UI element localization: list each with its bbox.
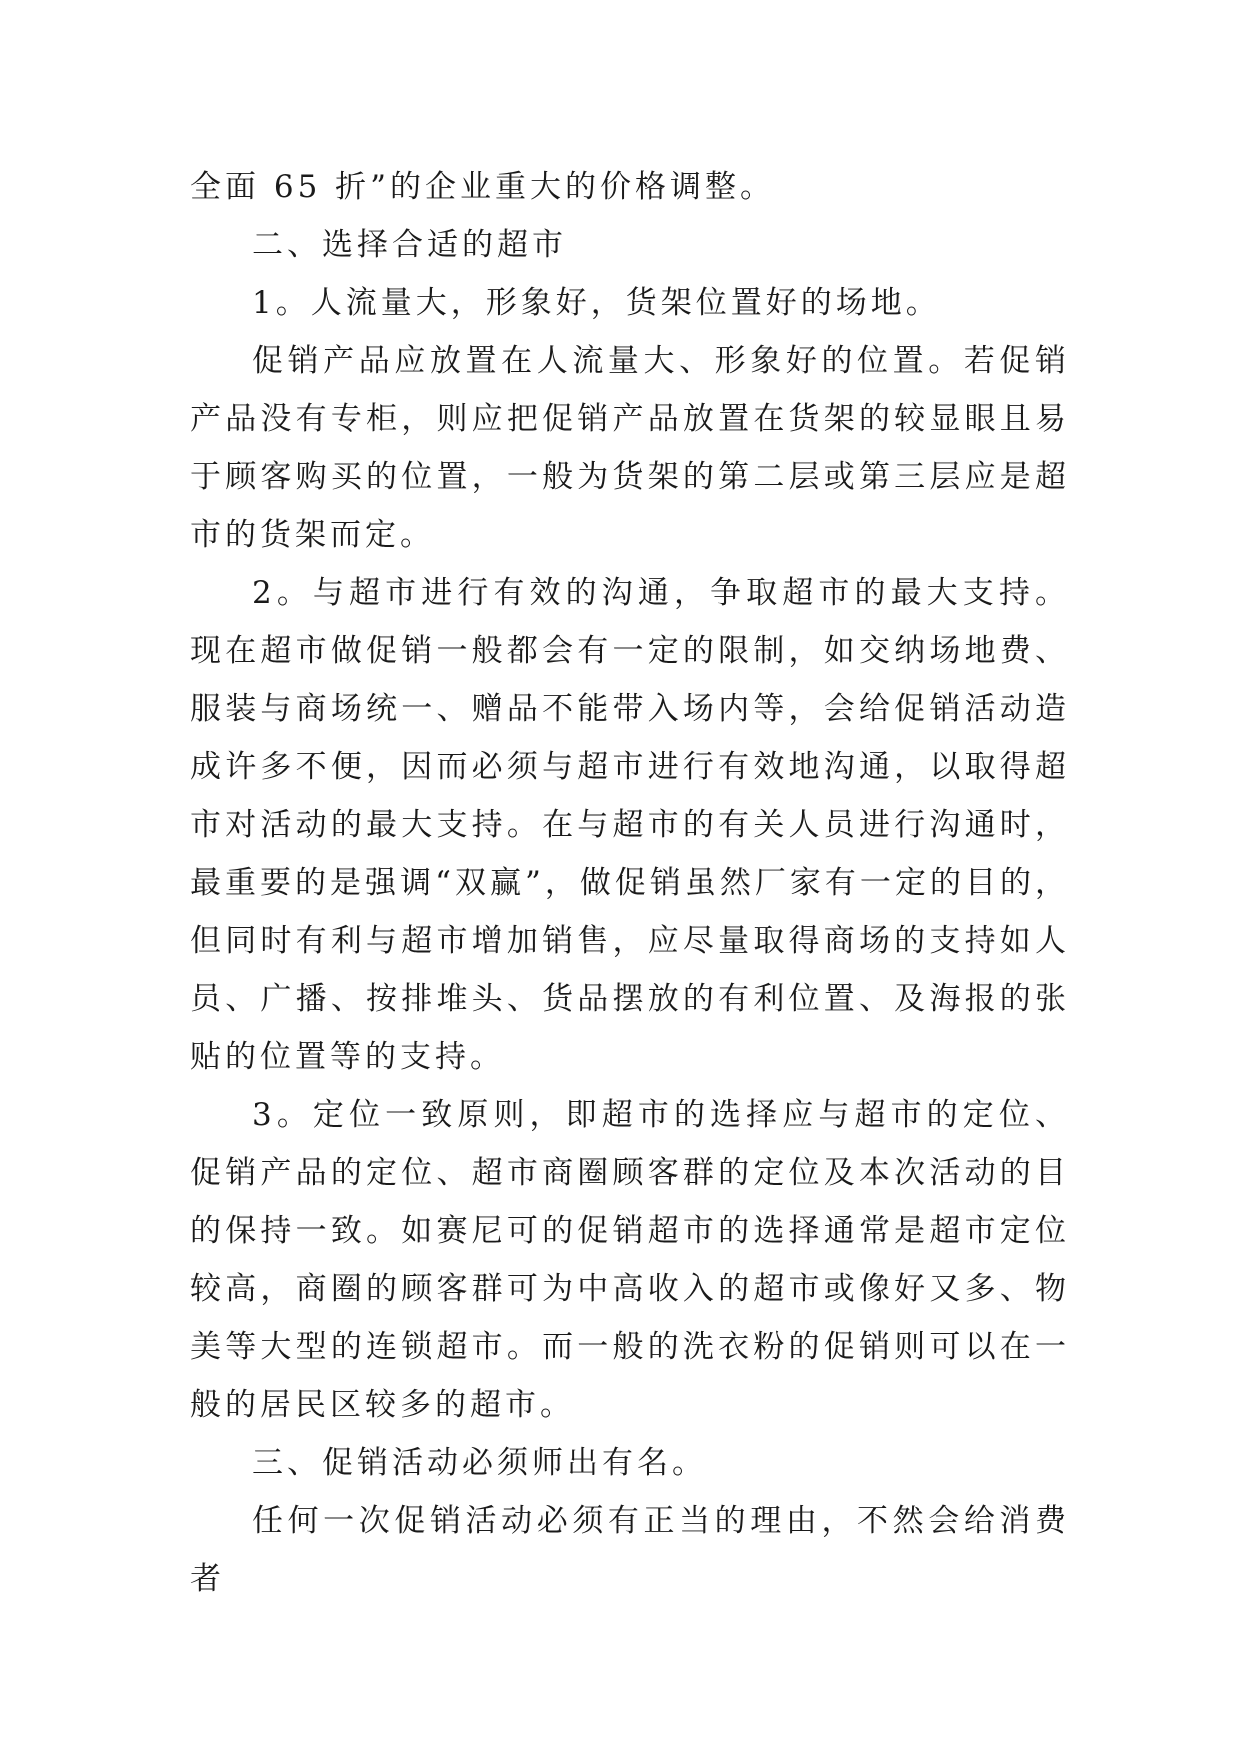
paragraph-reason-intro: 任何一次促销活动必须有正当的理由，不然会给消费者 xyxy=(190,1503,1070,1597)
document-body xyxy=(190,158,1070,1608)
point-2-communication: 2。与超市进行有效的沟通，争取超市的最大支持。现在超市做促销一般都会有一定的限制，如交纳场地费、服装与商场统一、赠品不能带入场内等，会给促销活动造成许多不便，因而必须与超市进行有效地沟通，以取得超市对活动的最大支持。在与超市的有关人员进行沟通时，最重要的是强调“双赢”，做促销虽然厂家有一定的目的，但同时有利与超市增加销售，应尽量取得商场的支持如人员、广播、按排堆头、货品摆放的有利位置、及海报的张贴的位置等的支持。 xyxy=(190,575,1070,1075)
paragraph-price-adjustment: 全面 65 折”的企业重大的价格调整。 xyxy=(190,169,776,205)
heading-choose-supermarket: 二、选择合适的超市 xyxy=(252,227,567,263)
point-1-heading: 1。人流量大，形象好，货架位置好的场地。 xyxy=(252,285,941,321)
paragraph-product-placement: 促销产品应放置在人流量大、形象好的位置。若促销产品没有专柜，则应把促销产品放置在货架的较显眼且易于顾客购买的位置，一般为货架的第二层或第三层应是超市的货架而定。 xyxy=(190,343,1070,553)
heading-legitimate-reason: 三、促销活动必须师出有名。 xyxy=(252,1445,707,1481)
point-3-positioning: 3。定位一致原则，即超市的选择应与超市的定位、促销产品的定位、超市商圈顾客群的定位及本次活动的目的保持一致。如赛尼可的促销超市的选择通常是超市定位较高，商圈的顾客群可为中高收入的超市或像好又多、物美等大型的连锁超市。而一般的洗衣粉的促销则可以在一般的居民区较多的超市。 xyxy=(190,1097,1070,1423)
